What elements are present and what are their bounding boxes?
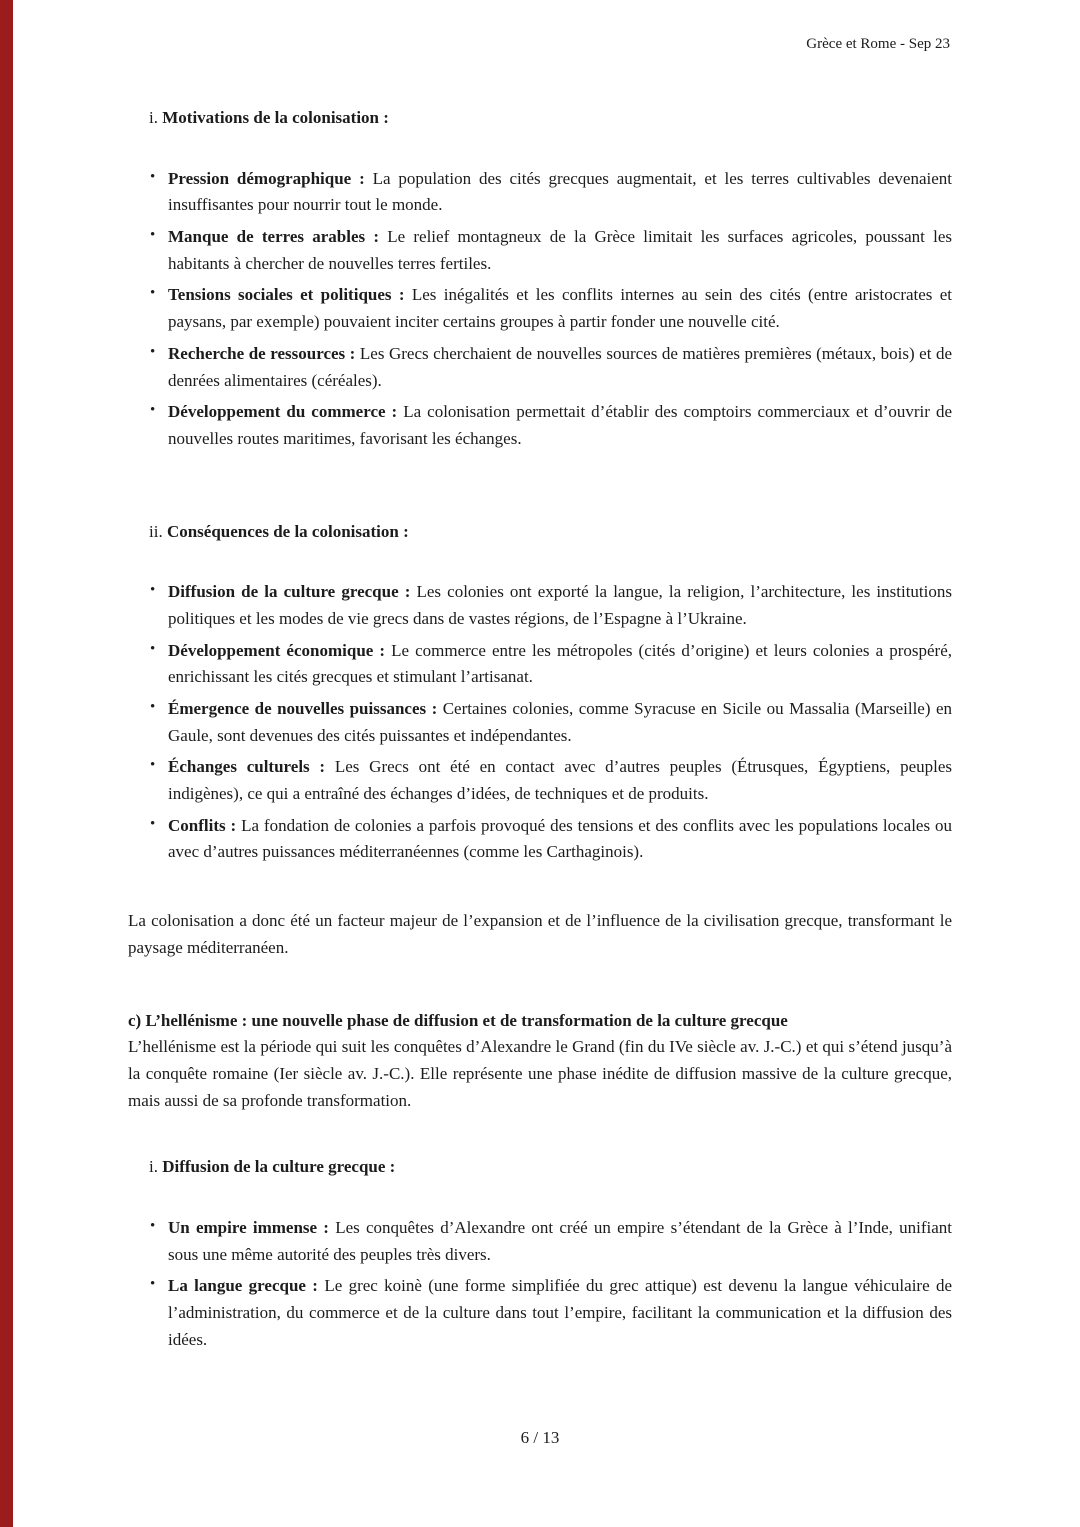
list-item [149,579,952,632]
list-item [149,282,952,335]
page-header [806,36,950,53]
bullet-text: La population des cités grecques augmentait, et les terres cultivables devenaient insuffisantes pour nourrir tout le monde. [168,168,952,215]
bullet-text: Les conquêtes d’Alexandre ont créé un empire s’étendant de la Grèce à l’Inde, unifiant sous une même autorité des peuples très divers. [168,1217,953,1264]
bullet-lead: La langue grecque : [168,1276,318,1296]
bullet-lead: Échanges culturels : [168,757,326,777]
heading-title: Diffusion de la culture grecque : [162,1157,396,1177]
list-item [149,399,952,452]
list-item [149,224,952,277]
subsection-heading-hellenisme: c) L’hellénisme : une nouvelle phase de diffusion et de transformation de la culture grecque [128,1010,788,1030]
bullet-lead: Émergence de nouvelles puissances : [168,699,438,718]
bullet-text: Le grec koinè (une forme simplifiée du grec attique) est devenu la langue véhiculaire de l’administration, du commerce et de la culture dans tout l’empire, facilitant la communication et la diffusion des idées. [168,1276,952,1349]
heading-title: Conséquences de la colonisation : [166,521,409,541]
list-item [149,754,952,807]
bullet-text: Les inégalités et les conflits internes au sein des cités (entre aristocrates et paysans, par exemple) pouvaient inciter certains groupes à partir fonder une nouvelle cité. [168,285,953,332]
bullet-text: Le commerce entre les métropoles (cités d’origine) et leurs colonies a prospéré, enrichissant les cités grecques et stimulant l’artisanat. [168,640,952,687]
list-item [149,696,952,749]
bullet-lead: Développement du commerce : [168,402,398,422]
heading-number: ii. [149,521,163,541]
bullet-lead: Pression démographique : [168,168,365,188]
section-heading-consequences [149,519,952,546]
bullet-list-consequences [149,579,952,866]
heading-title: Motivations de la colonisation : [162,108,389,127]
bullet-text: La colonisation permettait d’établir des comptoirs commerciaux et d’ouvrir de nouvelles routes maritimes, favorisant les échanges. [168,402,952,448]
section-heading-diffusion [149,1154,952,1181]
page-number: 6 / 13 [520,1428,560,1447]
heading-number: i. [149,108,158,127]
conclusion-paragraph: La colonisation a donc été un facteur majeur de l’expansion et de l’influence de la civilisation grecque, transformant le paysage méditerranéen. [128,911,952,957]
bullet-list-motivations [149,166,952,453]
list-item [149,166,952,219]
list-item [149,1215,952,1268]
bullet-lead: Développement économique : [168,640,386,660]
section-heading-motivations [149,105,952,132]
bullet-text: Le relief montagneux de la Grèce limitait les surfaces agricoles, poussant les habitants à chercher de nouvelles terres fertiles. [168,227,952,273]
page-footer [0,1428,1080,1448]
bullet-lead: Tensions sociales et politiques : [168,285,405,305]
header-title: Grèce et Rome - Sep 23 [806,36,950,52]
list-item [149,638,952,691]
bullet-lead: Manque de terres arables : [168,227,380,247]
subsection-paragraph-hellenisme: L’hellénisme est la période qui suit les conquêtes d’Alexandre le Grand (fin du IVe siècle av. J.-C.) et qui s’étend jusqu’à la conquête romaine (Ier siècle av. J.-C.). Elle représente une phase inédite de diffusion massive de la culture grecque, mais aussi de sa profonde transformation. [128,1037,952,1110]
list-item [149,813,952,866]
bullet-list-diffusion [149,1215,952,1353]
left-accent-bar [0,0,13,1527]
bullet-lead: Diffusion de la culture grecque : [168,582,411,602]
bullet-text: Certaines colonies, comme Syracuse en Sicile ou Massalia (Marseille) en Gaule, sont devenues des cités puissantes et indépendantes. [168,699,952,745]
list-item [149,341,952,394]
heading-number: i. [149,1157,158,1177]
bullet-text: Les Grecs ont été en contact avec d’autres peuples (Étrusques, Égyptiens, peuples indigènes), ce qui a entraîné des échanges d’idées, de techniques et de produits. [168,757,952,804]
bullet-lead: Un empire immense : [168,1217,329,1237]
list-item [149,1273,952,1353]
bullet-lead: Conflits : [168,815,237,835]
document-content [128,105,952,1358]
bullet-text: Les Grecs cherchaient de nouvelles sources de matières premières (métaux, bois) et de denrées alimentaires (céréales). [168,343,953,390]
bullet-text: Les colonies ont exporté la langue, la religion, l’architecture, les institutions politiques et les modes de vie grecs dans de vastes régions, de l’Espagne à l’Ukraine. [168,582,952,628]
bullet-lead: Recherche de ressources : [168,343,356,363]
bullet-text: La fondation de colonies a parfois provoqué des tensions et des conflits avec les populations locales ou avec d’autres puissances méditerranéennes (comme les Carthaginois). [168,815,952,862]
